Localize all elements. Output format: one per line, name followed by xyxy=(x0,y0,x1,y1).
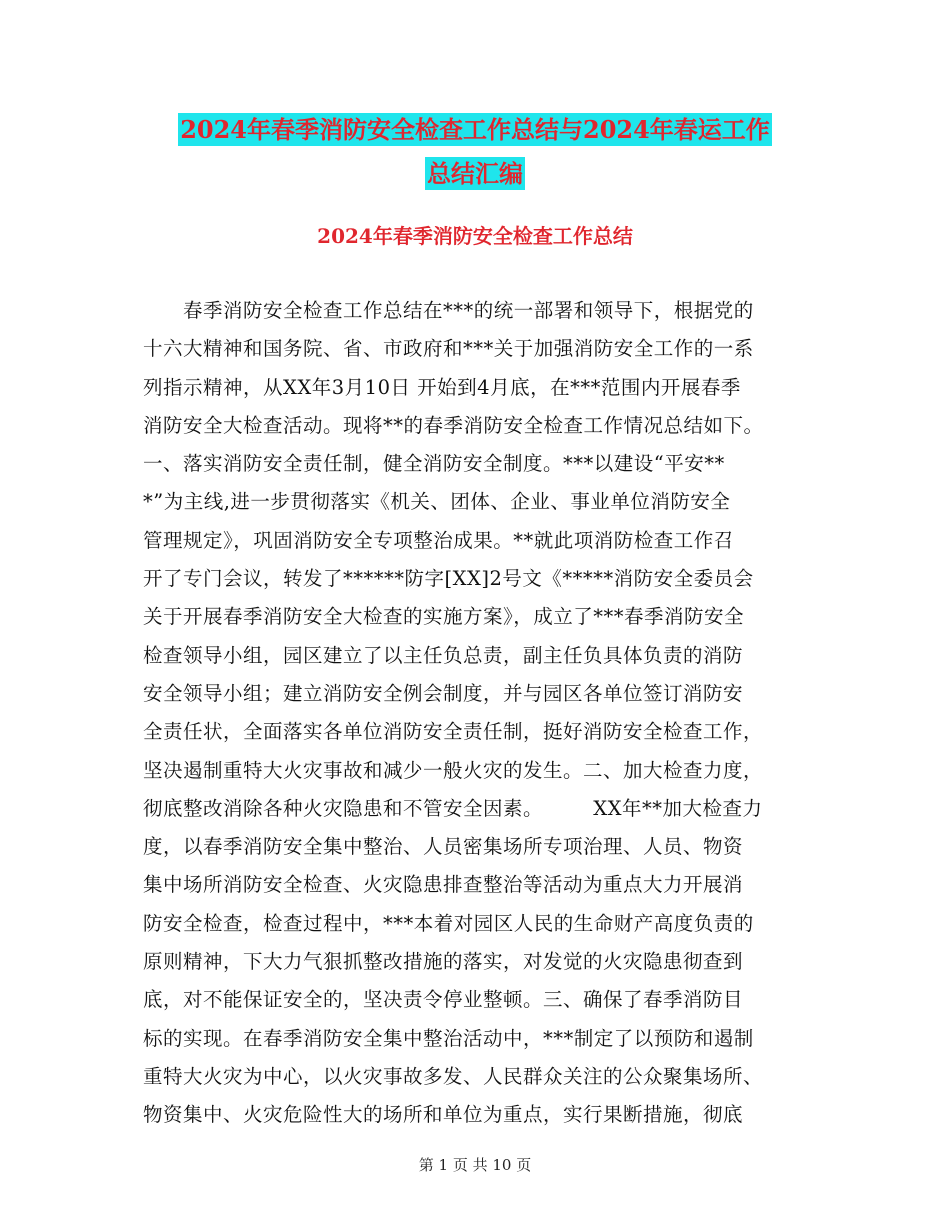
body-line: 集中场所消防安全检查、火灾隐患排查整治等活动为重点大力开展消 xyxy=(143,873,744,897)
document-title-text-1: 2024年春季消防安全检查工作总结与2024年春运工作 xyxy=(180,115,770,144)
body-line: 检查领导小组，园区建立了以主任负总责，副主任负具体负责的消防 xyxy=(143,643,744,667)
body-line: 列指示精神，从XX年3月10日 开始到4月底，在***范围内开展春季 xyxy=(143,375,741,399)
body-line: 度，以春季消防安全集中整治、人员密集场所专项治理、人员、物资 xyxy=(143,835,744,859)
body-line: 防安全检查，检查过程中，***本着对园区人民的生命财产高度负责的 xyxy=(143,911,754,935)
body-line: 开了专门会议，转发了******防字[XX]2号文《*****消防安全委员会 xyxy=(143,567,754,591)
body-line: 消防安全大检查活动。现将**的春季消防安全检查工作情况总结如下。 xyxy=(143,413,764,437)
document-title-line-1 xyxy=(0,108,950,152)
body-line: *”为主线,进一步贯彻落实《机关、团体、企业、事业单位消防安全 xyxy=(143,490,731,514)
body-line: 春季消防安全检查工作总结在***的统一部署和领导下，根据党的 xyxy=(143,299,754,322)
body-line: 重特大火灾为中心，以火灾事故多发、人民群众关注的公众聚集场所、 xyxy=(143,1064,764,1088)
body-line: 全责任状，全面落实各单位消防安全责任制，挺好消防安全检查工作， xyxy=(143,720,764,744)
page-footer: 第 1 页 共 10 页 xyxy=(418,1156,532,1174)
body-line: 原则精神，下大力气狠抓整改措施的落实，对发觉的火灾隐患彻查到 xyxy=(143,950,744,974)
body-line: 坚决遏制重特大火灾事故和减少一般火灾的发生。二、加大检查力度， xyxy=(143,758,764,782)
body-line: 安全领导小组；建立消防安全例会制度，并与园区各单位签订消防安 xyxy=(143,681,744,705)
body-line: 关于开展春季消防安全大检查的实施方案》，成立了***春季消防安全 xyxy=(143,605,745,629)
section-heading: 2024年春季消防安全检查工作总结 xyxy=(317,224,633,248)
body-line: 标的实现。在春季消防安全集中整治活动中，***制定了以预防和遏制 xyxy=(143,1026,754,1050)
document-title-text-2: 总结汇编 xyxy=(427,159,523,188)
body-line: 物资集中、火灾危险性大的场所和单位为重点，实行果断措施，彻底 xyxy=(143,1103,744,1127)
document-title-line-2 xyxy=(0,152,950,196)
body-line: 管理规定》，巩固消防安全专项整治成果。**就此项消防检查工作召 xyxy=(143,528,734,552)
body-line: 一、落实消防安全责任制，健全消防安全制度。***以建设“平安** xyxy=(143,452,725,476)
body-line: 底，对不能保证安全的，坚决责令停业整顿。三、确保了春季消防目 xyxy=(143,988,744,1012)
body-line: 彻底整改消除各种火灾隐患和不管安全因素。 XX年**加大检查力 xyxy=(143,796,763,820)
body-text xyxy=(143,292,811,1135)
body-line: 十六大精神和国务院、省、市政府和***关于加强消防安全工作的一系 xyxy=(143,337,754,361)
